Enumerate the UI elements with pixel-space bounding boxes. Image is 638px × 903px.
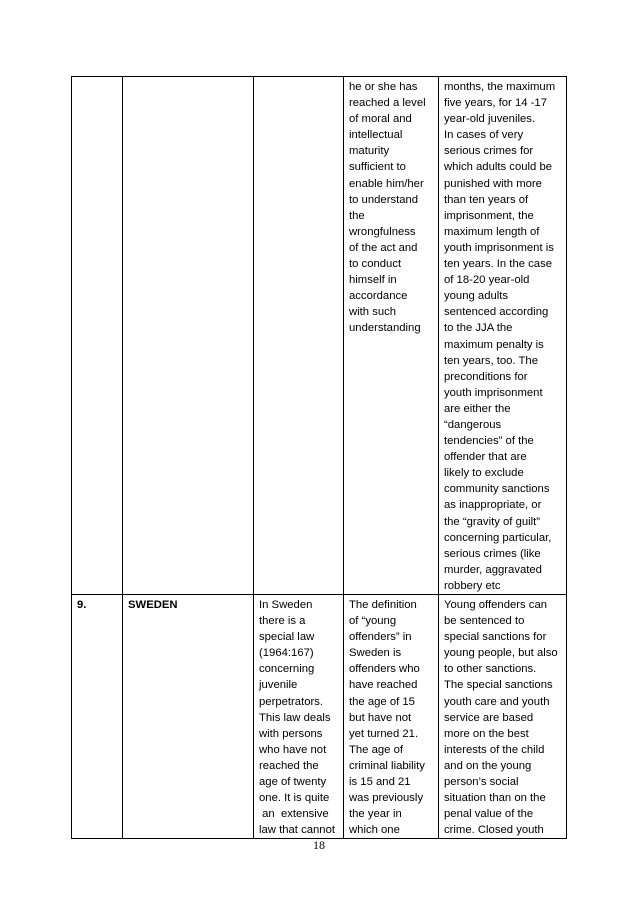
table-row xyxy=(72,595,567,839)
cell-country: SWEDEN xyxy=(123,595,254,839)
cell-legislation xyxy=(254,77,344,595)
cell-number: 9. xyxy=(72,595,123,839)
table-row xyxy=(72,77,567,595)
cell-sanctions: months, the maximum five years, for 14 -17 year-old juveniles. In cases of very serious crimes for which adults could be punished with more than ten years of imprisonment, the maximum length of youth imprisonment is ten years. In the case of 18-20 year-old young adults sentenced according to the JJA the maximum penalty is ten years, too. The preconditions for youth imprisonment are either the “dangerous tendencies” of the offender that are likely to exclude community sanctions as inappropriate, or the “gravity of guilt” concerning particular, serious crimes (like murder, aggravated robbery etc xyxy=(439,77,567,595)
cell-sanctions: Young offenders can be sentenced to special sanctions for young people, but also to other sanctions. The special sanctions youth care and youth service are based more on the best interests of the child and on the young person’s social situation than on the penal value of the crime. Closed youth xyxy=(439,595,567,839)
cell-number xyxy=(72,77,123,595)
cell-definition: The definition of “young offenders” in Sweden is offenders who have reached the age of 15 but have not yet turned 21. The age of criminal liability is 15 and 21 was previously the year in which one xyxy=(344,595,439,839)
cell-legislation: In Sweden there is a special law (1964:167) concerning juvenile perpetrators. This law deals with persons who have not reached the age of twenty one. It is quite an extensive law that cannot xyxy=(254,595,344,839)
cell-definition: he or she has reached a level of moral and intellectual maturity sufficient to enable him/her to understand the wrongfulness of the act and to conduct himself in accordance with such understanding xyxy=(344,77,439,595)
document-table xyxy=(71,76,567,839)
cell-country xyxy=(123,77,254,595)
page-number: 18 xyxy=(313,838,325,852)
